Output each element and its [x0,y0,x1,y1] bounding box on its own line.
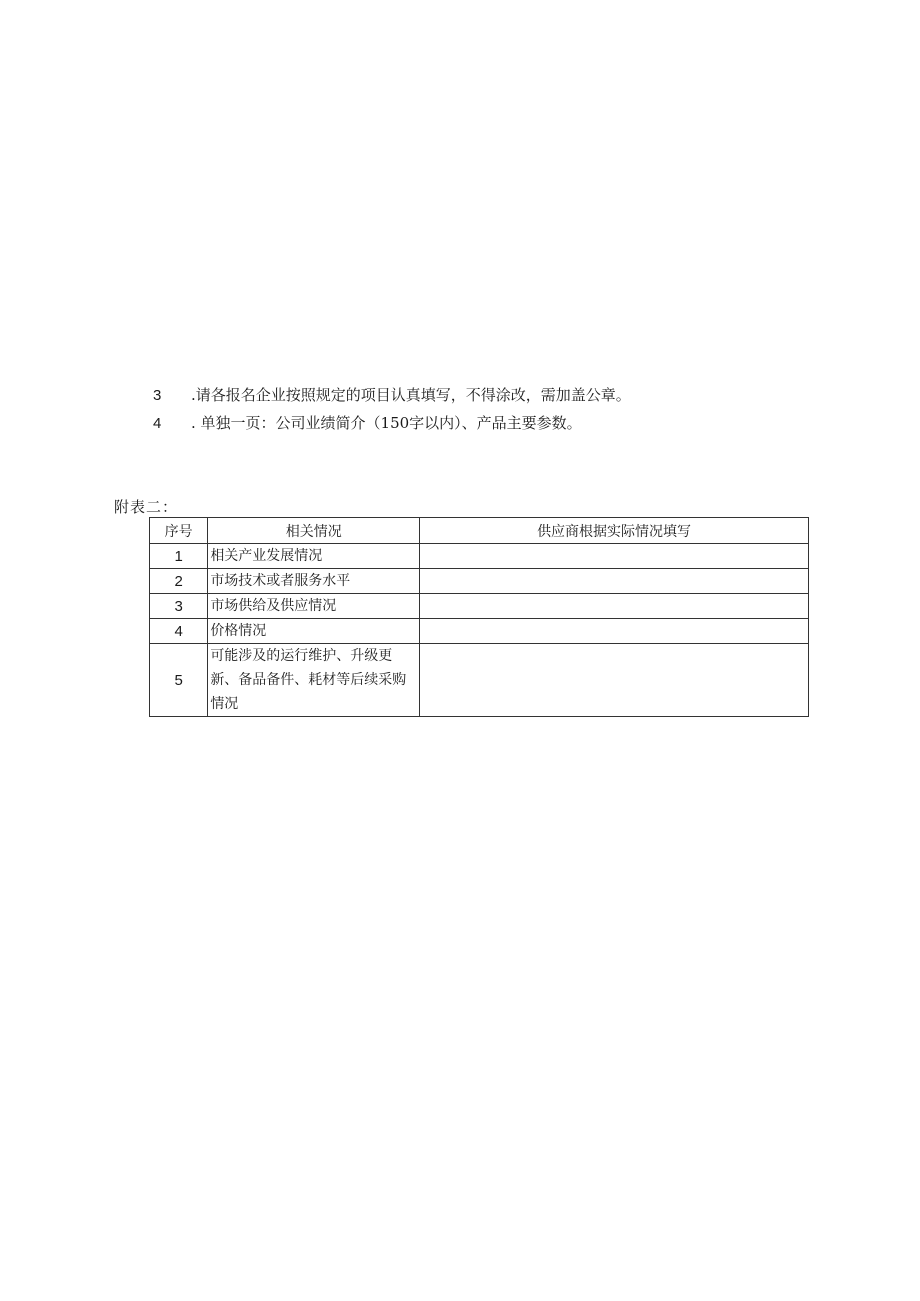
table-row [150,544,809,569]
situation-cell: 相关产业发展情况 [208,544,420,569]
serial-cell: 3 [150,594,208,619]
table-row [150,644,809,717]
situation-cell: 可能涉及的运行维护、升级更新、备品备件、耗材等后续采购情况 [208,644,420,717]
note-text: .请各报名企业按照规定的项目认真填写，不得涂改，需加盖公章。 [191,386,631,404]
note-item-4 [153,413,582,434]
serial-cell: 5 [150,644,208,717]
supplier-fill-cell[interactable] [420,644,809,717]
supplier-fill-cell[interactable] [420,544,809,569]
supplier-fill-cell[interactable] [420,569,809,594]
note-number: 4 [153,415,162,432]
table-header-row [150,518,809,544]
situation-cell: 市场供给及供应情况 [208,594,420,619]
serial-cell: 2 [150,569,208,594]
supplier-fill-cell[interactable] [420,619,809,644]
header-cell-serial: 序号 [150,518,208,544]
serial-cell: 1 [150,544,208,569]
table-caption: 附表二： [114,498,179,516]
header-cell-supplier-fill: 供应商根据实际情况填写 [420,518,809,544]
note-item-3 [153,385,631,406]
table-row [150,594,809,619]
table-row [150,569,809,594]
table-row [150,619,809,644]
serial-cell: 4 [150,619,208,644]
situation-cell: 市场技术或者服务水平 [208,569,420,594]
supplier-fill-cell[interactable] [420,594,809,619]
note-number: 3 [153,387,162,404]
header-cell-situation: 相关情况 [208,518,420,544]
situation-cell: 价格情况 [208,619,420,644]
appendix-table [149,517,809,717]
note-text: . 单独一页：公司业绩简介（150字以内）、产品主要参数。 [191,414,582,432]
